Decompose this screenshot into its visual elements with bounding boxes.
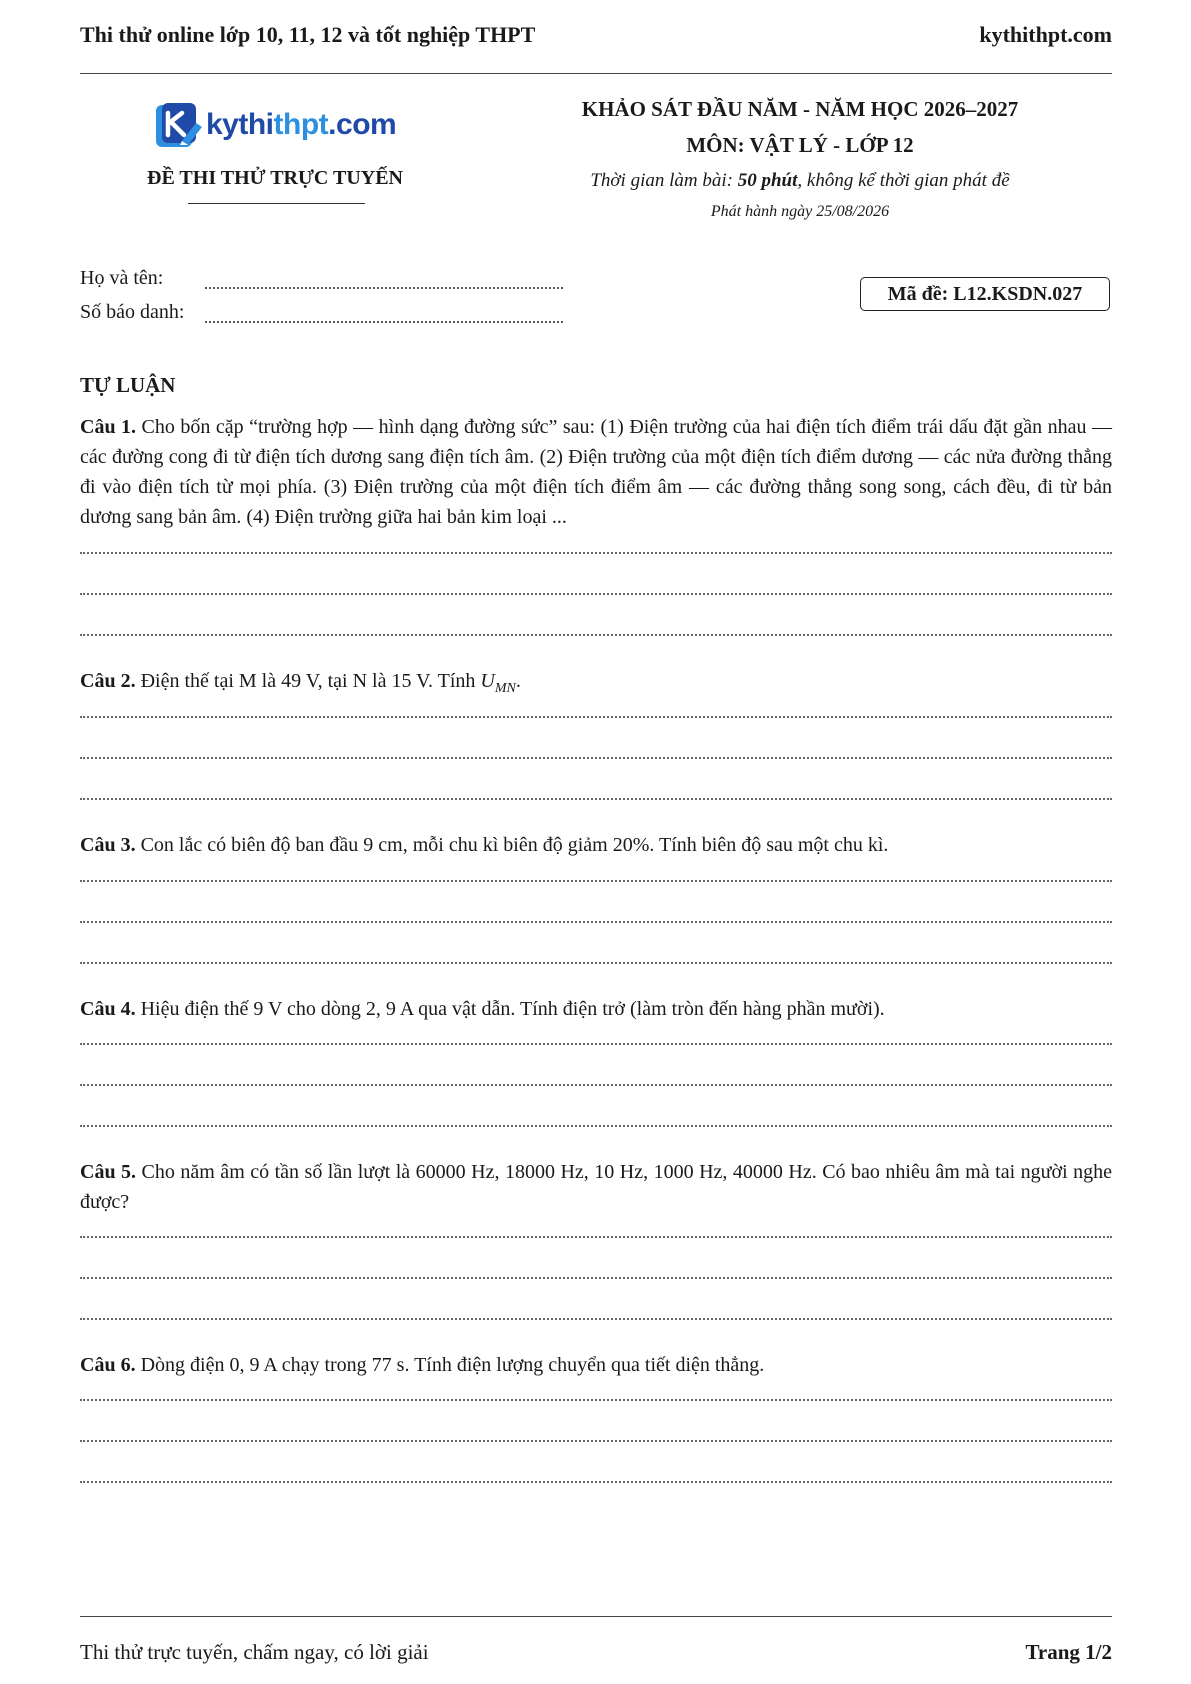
- student-id-label: Số báo danh:: [80, 301, 185, 323]
- answer-line[interactable]: [80, 593, 1112, 595]
- answer-line[interactable]: [80, 798, 1112, 800]
- answer-line[interactable]: [80, 757, 1112, 759]
- question-3: Câu 3. Con lắc có biên độ ban đầu 9 cm, mỗi chu kì biên độ giảm 20%. Tính biên độ sau một chu kì.: [80, 834, 889, 856]
- footer-rule: [80, 1616, 1112, 1617]
- question-4: Câu 4. Hiệu điện thế 9 V cho dòng 2, 9 A qua vật dẫn. Tính điện trở (làm tròn đến hàng phần mười).: [80, 998, 885, 1020]
- name-field[interactable]: [205, 287, 563, 289]
- question-1: Câu 1. Cho bốn cặp “trường hợp — hình dạng đường sức” sau: (1) Điện trường của hai điện tích điểm trái dấu đặt gần nhau — các đường cong đi từ điện tích dương sang điện tích âm. (2) Điện trường của một điện tích điểm dương — các nửa đường thẳng đi vào điện tích từ mọi phía. (3) Điện trường của một điện tích điểm âm — các đường thẳng song song, cách đều, đi từ bản dương sang bản âm. (4) Điện trường giữa hai bản kim loại ...: [80, 416, 1112, 528]
- exam-code-badge: Mã đề: L12.KSDN.027: [860, 277, 1110, 311]
- question-6: Câu 6. Dòng điện 0, 9 A chạy trong 77 s. Tính điện lượng chuyển qua tiết diện thẳng.: [80, 1354, 765, 1376]
- subtitle-rule: [188, 203, 365, 204]
- section-title: TỰ LUẬN: [80, 373, 176, 397]
- exam-title: KHẢO SÁT ĐẦU NĂM - NĂM HỌC 2026–2027: [581, 97, 1019, 121]
- exam-subject: MÔN: VẬT LÝ - LỚP 12: [686, 133, 914, 157]
- answer-line[interactable]: [80, 716, 1112, 718]
- answer-line[interactable]: [80, 1043, 1112, 1045]
- student-id-field[interactable]: [205, 321, 563, 323]
- answer-line[interactable]: [80, 921, 1112, 923]
- footer-tagline: Thi thử trực tuyến, chấm ngay, có lời giải: [80, 1640, 429, 1664]
- answer-line[interactable]: [80, 962, 1112, 964]
- answer-line[interactable]: [80, 1481, 1112, 1483]
- question-2: Câu 2. Điện thế tại M là 49 V, tại N là 15 V. Tính $U_{MN}$.: [80, 670, 521, 696]
- answer-line[interactable]: [80, 1125, 1112, 1127]
- logo-icon: [152, 101, 204, 153]
- header-site: kythithpt.com: [979, 22, 1112, 47]
- answer-line[interactable]: [80, 1318, 1112, 1320]
- answer-line[interactable]: [80, 1277, 1112, 1279]
- question-5: Câu 5. Cho năm âm có tần số lần lượt là 60000 Hz, 18000 Hz, 10 Hz, 1000 Hz, 40000 Hz. Có bao nhiêu âm mà tai người nghe được?: [80, 1161, 1112, 1213]
- header-rule: [80, 73, 1112, 74]
- answer-line[interactable]: [80, 634, 1112, 636]
- answer-line[interactable]: [80, 1399, 1112, 1401]
- logo-wordmark: kythithpt.com: [206, 108, 397, 141]
- answer-line[interactable]: [80, 1084, 1112, 1086]
- name-label: Họ và tên:: [80, 267, 164, 289]
- header-title: Thi thử online lớp 10, 11, 12 và tốt nghiệp THPT: [80, 22, 536, 47]
- exam-release-date: Phát hành ngày 25/08/2026: [710, 203, 890, 220]
- answer-line[interactable]: [80, 1440, 1112, 1442]
- exam-time: Thời gian làm bài: 50 phút, không kể thời gian phát đề: [590, 170, 1010, 191]
- logo-subtitle: ĐỀ THI THỬ TRỰC TUYẾN: [147, 167, 403, 189]
- answer-line[interactable]: [80, 1236, 1112, 1238]
- page-number: Trang 1/2: [1025, 1640, 1112, 1664]
- answer-line[interactable]: [80, 880, 1112, 882]
- answer-line[interactable]: [80, 552, 1112, 554]
